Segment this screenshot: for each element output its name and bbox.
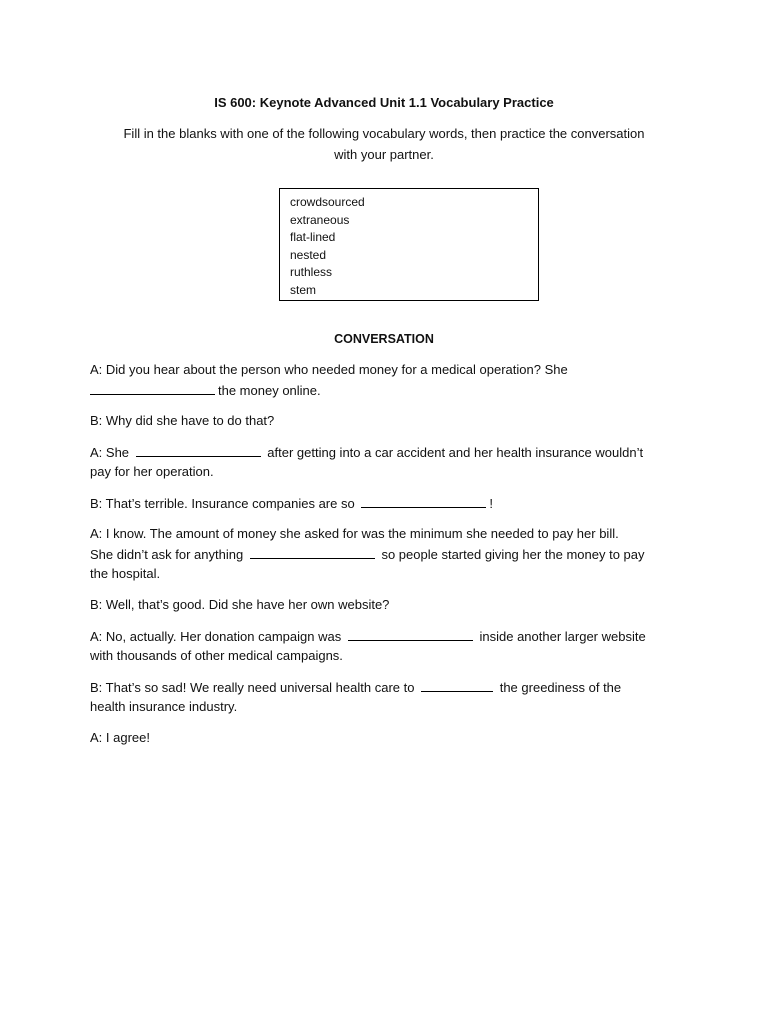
instructions (96, 123, 672, 165)
word-bank-item: flat-lined (290, 230, 336, 244)
dialogue-text: ! (489, 496, 493, 511)
answer-blank[interactable] (136, 442, 261, 457)
dialogue-text: so people started giving her the money to pay (381, 547, 645, 562)
dialogue-line (90, 380, 690, 401)
dialogue-line (90, 442, 690, 463)
answer-blank[interactable] (90, 380, 215, 395)
dialogue-line (90, 677, 690, 698)
dialogue-line (90, 411, 690, 431)
dialogue-text: A: I know. The amount of money she asked for was the minimum she needed to pay her bill. (90, 526, 619, 541)
word-bank-item: stem (290, 282, 317, 297)
dialogue-line (90, 646, 690, 666)
dialogue-line (90, 544, 690, 565)
dialogue-line (90, 626, 690, 647)
dialogue-text: with thousands of other medical campaigns. (90, 648, 343, 663)
dialogue-line (90, 697, 690, 717)
instructions-line-1: Fill in the blanks with one of the following vocabulary words, then practice the conversation (123, 126, 645, 141)
word-bank-item: crowdsourced (290, 195, 365, 209)
worksheet-title: IS 600: Keynote Advanced Unit 1.1 Vocabulary Practice (214, 95, 554, 110)
dialogue-text: inside another larger website (479, 629, 646, 644)
dialogue-text: She didn’t ask for anything (90, 547, 244, 562)
dialogue-line (90, 462, 690, 482)
word-bank-item: ruthless (290, 265, 333, 279)
answer-blank[interactable] (348, 626, 473, 641)
section-heading: CONVERSATION (334, 332, 434, 346)
dialogue-line (90, 360, 690, 380)
dialogue-line (90, 564, 690, 584)
dialogue-text: health insurance industry. (90, 699, 238, 714)
dialogue-text: B: Why did she have to do that? (90, 413, 275, 428)
answer-blank[interactable] (250, 544, 375, 559)
answer-blank[interactable] (361, 493, 486, 508)
dialogue-text: A: She (90, 445, 130, 460)
dialogue-text: B: That’s so sad! We really need universal health care to (90, 680, 415, 695)
word-bank (279, 188, 539, 301)
dialogue-line (90, 595, 690, 615)
dialogue-text: A: I agree! (90, 730, 150, 745)
dialogue-line (90, 524, 690, 544)
dialogue-text: after getting into a car accident and her health insurance wouldn’t (267, 445, 644, 460)
dialogue-text: the greediness of the (499, 680, 622, 695)
dialogue-line (90, 493, 690, 514)
instructions-line-2: with your partner. (334, 147, 434, 162)
word-bank-item: nested (290, 247, 327, 262)
dialogue-line (90, 728, 690, 748)
dialogue-text: pay for her operation. (90, 464, 214, 479)
answer-blank[interactable] (421, 677, 493, 692)
dialogue-text: the money online. (218, 383, 321, 398)
dialogue-text: B: That’s terrible. Insurance companies are so (90, 496, 355, 511)
dialogue-text: B: Well, that’s good. Did she have her own website? (90, 597, 390, 612)
word-bank-item: extraneous (290, 212, 350, 227)
dialogue-text: A: Did you hear about the person who needed money for a medical operation? She (90, 362, 568, 377)
dialogue-text: the hospital. (90, 566, 161, 581)
dialogue-text: A: No, actually. Her donation campaign was (90, 629, 342, 644)
